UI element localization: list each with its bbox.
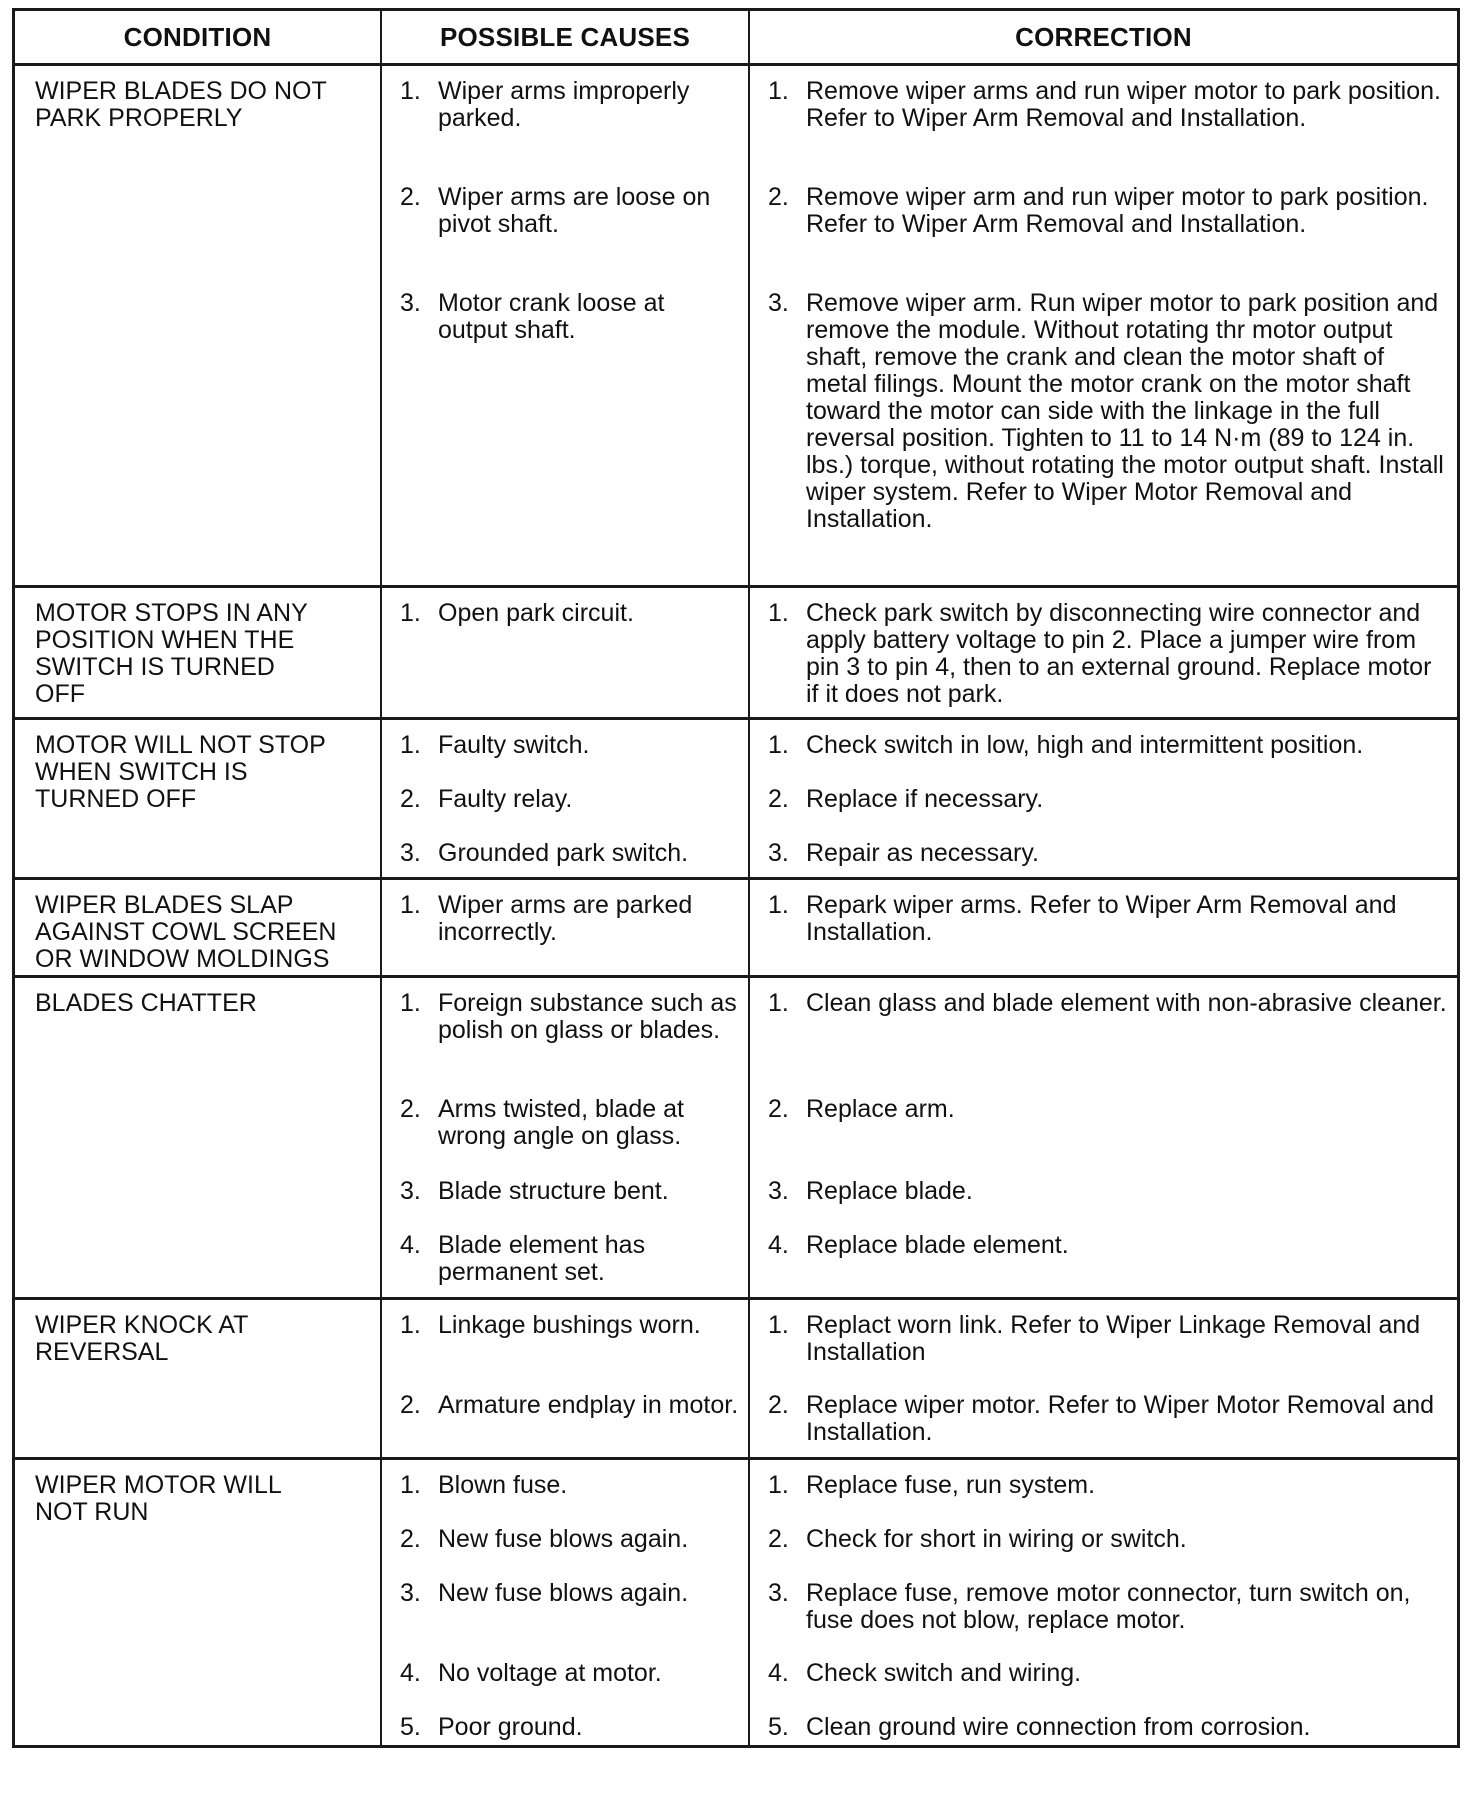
correction-item	[766, 1660, 1447, 1687]
causes-cell	[382, 1460, 750, 1745]
cause-text: Faulty switch.	[438, 731, 590, 759]
cause-text: Foreign substance such as polish on glass or blades.	[438, 989, 737, 1044]
correction-text: Repair as necessary.	[806, 839, 1039, 867]
correction-item	[766, 1312, 1447, 1366]
correction-item	[766, 786, 1447, 813]
cause-item	[398, 78, 740, 132]
condition-cell: MOTOR STOPS IN ANY POSITION WHEN THE SWITCH IS TURNED OFF	[15, 588, 382, 717]
cause-text: Poor ground.	[438, 1713, 583, 1741]
cause-text: Wiper arms are parked incorrectly.	[438, 891, 693, 946]
table-row	[15, 1457, 1457, 1745]
cause-number: 3.	[400, 289, 421, 317]
table-row	[15, 1297, 1457, 1457]
correction-text: Check switch and wiring.	[806, 1659, 1082, 1687]
correction-text: Repark wiper arms. Refer to Wiper Arm Removal and Installation.	[806, 891, 1397, 946]
correction-number: 2.	[768, 1391, 789, 1419]
cause-item	[398, 1312, 740, 1339]
correction-cell	[750, 66, 1457, 585]
cause-text: Faulty relay.	[438, 785, 573, 813]
cause-number: 1.	[400, 1311, 421, 1339]
correction-text: Replace blade element.	[806, 1231, 1069, 1259]
condition-cell: WIPER BLADES DO NOT PARK PROPERLY	[15, 66, 382, 585]
cause-item	[398, 1392, 740, 1419]
cause-text: Blade structure bent.	[438, 1177, 669, 1205]
table-row	[15, 585, 1457, 717]
correction-text: Replace if necessary.	[806, 785, 1044, 813]
cause-text: Grounded park switch.	[438, 839, 689, 867]
cause-item	[398, 786, 740, 813]
correction-text: Replace fuse, run system.	[806, 1471, 1096, 1499]
cause-text: Motor crank loose at output shaft.	[438, 289, 665, 344]
correction-text: Replace arm.	[806, 1095, 955, 1123]
cause-text: Arms twisted, blade at wrong angle on glass.	[438, 1095, 684, 1150]
cause-item	[398, 1660, 740, 1687]
cause-item	[398, 1526, 740, 1553]
table-row	[15, 63, 1457, 585]
cause-item	[398, 1580, 740, 1607]
correction-number: 4.	[768, 1659, 789, 1687]
cause-text: No voltage at motor.	[438, 1659, 662, 1687]
cause-number: 2.	[400, 785, 421, 813]
correction-text: Check park switch by disconnecting wire connector and apply battery voltage to pin 2. Place a jumper wire from pin 3 to pin 4, then to an external ground. Replace motor if it does not park.	[806, 599, 1432, 708]
correction-text: Replact worn link. Refer to Wiper Linkage Removal and Installation	[806, 1311, 1421, 1366]
correction-number: 1.	[768, 731, 789, 759]
cause-text: Blade element has permanent set.	[438, 1231, 646, 1286]
correction-text: Replace wiper motor. Refer to Wiper Motor Removal and Installation.	[806, 1391, 1435, 1446]
correction-number: 1.	[768, 1311, 789, 1339]
correction-cell	[750, 978, 1457, 1297]
correction-item	[766, 732, 1447, 759]
cause-item	[398, 1714, 740, 1741]
correction-cell	[750, 720, 1457, 877]
cause-item	[398, 732, 740, 759]
cause-text: New fuse blows again.	[438, 1579, 689, 1607]
correction-number: 1.	[768, 599, 789, 627]
correction-item	[766, 1096, 1447, 1123]
correction-item	[766, 1580, 1447, 1634]
cause-text: Linkage bushings worn.	[438, 1311, 701, 1339]
correction-text: Check for short in wiring or switch.	[806, 1525, 1187, 1553]
correction-item	[766, 290, 1447, 533]
correction-number: 4.	[768, 1231, 789, 1259]
cause-item	[398, 184, 740, 238]
causes-cell	[382, 1300, 750, 1457]
cause-item	[398, 840, 740, 867]
header-correction: CORRECTION	[1015, 21, 1192, 52]
cause-number: 1.	[400, 989, 421, 1017]
condition-cell: MOTOR WILL NOT STOP WHEN SWITCH IS TURNED OFF	[15, 720, 382, 877]
cause-item	[398, 600, 740, 627]
correction-number: 3.	[768, 1177, 789, 1205]
correction-number: 3.	[768, 289, 789, 317]
correction-item	[766, 1472, 1447, 1499]
correction-item	[766, 892, 1447, 946]
correction-number: 2.	[768, 785, 789, 813]
table-header	[15, 11, 1457, 63]
causes-cell	[382, 880, 750, 975]
cause-text: Wiper arms improperly parked.	[438, 77, 690, 132]
correction-item	[766, 840, 1447, 867]
correction-number: 1.	[768, 77, 789, 105]
condition-cell: WIPER MOTOR WILL NOT RUN	[15, 1460, 382, 1745]
cause-text: Wiper arms are loose on pivot shaft.	[438, 183, 711, 238]
cause-text: New fuse blows again.	[438, 1525, 689, 1553]
condition-cell: BLADES CHATTER	[15, 978, 382, 1297]
correction-item	[766, 1392, 1447, 1446]
correction-cell	[750, 1300, 1457, 1457]
cause-item	[398, 892, 740, 946]
correction-item	[766, 990, 1447, 1017]
causes-cell	[382, 588, 750, 717]
correction-item	[766, 600, 1447, 708]
table-row	[15, 877, 1457, 975]
cause-item	[398, 290, 740, 344]
correction-number: 3.	[768, 839, 789, 867]
cause-number: 2.	[400, 183, 421, 211]
correction-number: 2.	[768, 1095, 789, 1123]
cause-number: 3.	[400, 1177, 421, 1205]
cause-number: 5.	[400, 1713, 421, 1741]
cause-item	[398, 1096, 740, 1150]
cause-number: 3.	[400, 839, 421, 867]
diagnosis-table	[12, 8, 1460, 1748]
correction-number: 2.	[768, 183, 789, 211]
causes-cell	[382, 978, 750, 1297]
table-row	[15, 717, 1457, 877]
correction-text: Clean glass and blade element with non-abrasive cleaner.	[806, 989, 1447, 1017]
cause-number: 1.	[400, 77, 421, 105]
correction-text: Remove wiper arm and run wiper motor to park position. Refer to Wiper Arm Removal and Installation.	[806, 183, 1429, 238]
cause-item	[398, 1178, 740, 1205]
correction-item	[766, 184, 1447, 238]
causes-cell	[382, 66, 750, 585]
correction-text: Replace blade.	[806, 1177, 973, 1205]
correction-item	[766, 1526, 1447, 1553]
correction-cell	[750, 588, 1457, 717]
correction-text: Replace fuse, remove motor connector, turn switch on, fuse does not blow, replace motor.	[806, 1579, 1411, 1634]
correction-text: Clean ground wire connection from corrosion.	[806, 1713, 1311, 1741]
cause-number: 1.	[400, 599, 421, 627]
correction-number: 1.	[768, 891, 789, 919]
correction-item	[766, 78, 1447, 132]
correction-text: Remove wiper arm. Run wiper motor to park position and remove the module. Without rotating thr motor output shaft, remove the crank and clean the motor shaft of metal filings. Mount the motor crank on the motor shaft toward the motor can side with the linkage in the full reversal position. Tighten to 11 to 14 N·m (89 to 124 in. lbs.) torque, without rotating the motor output shaft. Install wiper system. Refer to Wiper Motor Removal and Installation.	[806, 289, 1444, 533]
correction-cell	[750, 880, 1457, 975]
cause-number: 4.	[400, 1231, 421, 1259]
correction-number: 3.	[768, 1579, 789, 1607]
cause-item	[398, 1232, 740, 1286]
condition-cell: WIPER BLADES SLAP AGAINST COWL SCREEN OR WINDOW MOLDINGS	[15, 880, 382, 975]
correction-number: 5.	[768, 1713, 789, 1741]
cause-number: 1.	[400, 731, 421, 759]
correction-item	[766, 1178, 1447, 1205]
correction-cell	[750, 1460, 1457, 1745]
cause-item	[398, 1472, 740, 1499]
condition-cell: WIPER KNOCK AT REVERSAL	[15, 1300, 382, 1457]
cause-number: 1.	[400, 891, 421, 919]
correction-text: Remove wiper arms and run wiper motor to park position. Refer to Wiper Arm Removal and Installation.	[806, 77, 1441, 132]
table-body	[15, 63, 1457, 1745]
header-condition: CONDITION	[15, 11, 382, 63]
causes-cell	[382, 720, 750, 877]
cause-text: Blown fuse.	[438, 1471, 568, 1499]
cause-number: 2.	[400, 1525, 421, 1553]
cause-number: 2.	[400, 1391, 421, 1419]
table-row	[15, 975, 1457, 1297]
cause-number: 1.	[400, 1471, 421, 1499]
cause-number: 2.	[400, 1095, 421, 1123]
correction-item	[766, 1232, 1447, 1259]
correction-number: 1.	[768, 989, 789, 1017]
correction-number: 1.	[768, 1471, 789, 1499]
cause-text: Open park circuit.	[438, 599, 634, 627]
correction-number: 2.	[768, 1525, 789, 1553]
correction-text: Check switch in low, high and intermittent position.	[806, 731, 1364, 759]
cause-text: Armature endplay in motor.	[438, 1391, 739, 1419]
cause-number: 4.	[400, 1659, 421, 1687]
cause-number: 3.	[400, 1579, 421, 1607]
correction-item	[766, 1714, 1447, 1741]
cause-item	[398, 990, 740, 1044]
header-possible-causes: POSSIBLE CAUSES	[382, 11, 750, 63]
